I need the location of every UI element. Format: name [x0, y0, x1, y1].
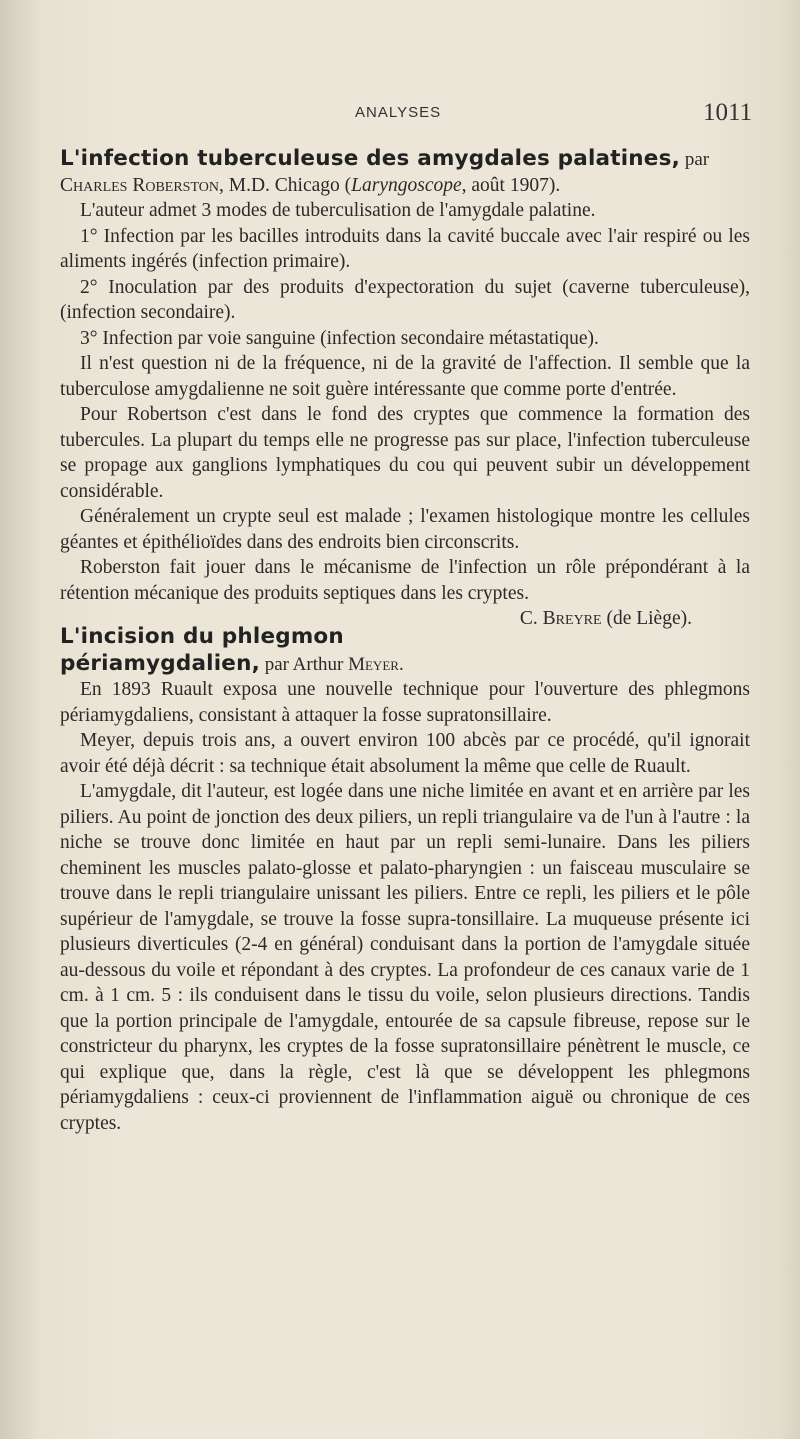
article-2-author: Meyer	[348, 653, 399, 675]
article-1	[60, 146, 750, 629]
page-body	[60, 146, 750, 1136]
article-2	[60, 624, 750, 1136]
article-2-paragraph: L'amygdale, dit l'auteur, est logée dans une niche limitée en avant et en arrière par les piliers. Au point de jonction des deux piliers, un repli triangulaire va de l'un à l'autre : la niche se trouve donc limitée en haut par un repli semi-lunaire. Dans les piliers cheminent les muscles palato-glosse et palato-pharyngien : un faisceau musculaire se trouve dans le repli triangulaire unissant les piliers. Entre ce repli, les piliers et le pôle supérieur de l'amygdale, se trouve la fosse supra-tonsillaire. La muqueuse présente ici plusieurs diverticules (2-4 en général) conduisant dans la portion de l'amygdale située au-dessous du voile et répondant à des cryptes. La profondeur de ces canaux varie de 1 cm. à 1 cm. 5 : ils conduisent dans le tissu du voile, selon plusieurs directions. Tandis que la portion principale de l'amygdale, entourée de sa capsule fibreuse, repose sur le constricteur du pharynx, les cryptes de la fosse supratonsillaire pénètrent le muscle, ce qui explique que, dans la règle, c'est là que se développent les phlegmons périamygdaliens : ceux-ci proviennent de l'inflammation aiguë ou chronique de ces cryptes.	[60, 781, 750, 1134]
article-1-heading	[60, 146, 750, 198]
signature-place: (de Liège).	[601, 608, 692, 629]
article-2-heading	[60, 624, 750, 677]
article-1-paragraph: 2° Inoculation par des produits d'expectoration du sujet (caverne tuberculeuse), (infection secondaire).	[60, 276, 750, 323]
page-number: 1011	[703, 99, 753, 126]
article-1-date: , août 1907).	[461, 174, 561, 196]
article-1-author-suffix: , M.D. Chicago (	[218, 174, 352, 196]
article-2-title: L'incision du phlegmon périamygdalien,	[60, 624, 344, 676]
article-2-paragraph: Meyer, depuis trois ans, a ouvert environ 100 abcès par ce procédé, qu'il ignorait avoir été déjà décrit : sa technique était absolument la même que celle de Ruault.	[60, 730, 750, 777]
signature-name: Breyre	[542, 608, 602, 629]
article-1-paragraph: Il n'est question ni de la fréquence, ni de la gravité de l'affection. Il semble que la tuberculose amygdalienne ne soit guère intéressante que comme porte d'entrée.	[60, 353, 750, 400]
article-1-paragraph-text: Roberston fait jouer dans le mécanisme de l'infection un rôle prépondérant à la rétention mécanique des produits septiques dans les cryptes.	[60, 557, 750, 604]
article-1-title: L'infection tuberculeuse des amygdales palatines,	[60, 146, 680, 171]
running-head	[0, 99, 800, 132]
article-1-signature	[500, 606, 692, 632]
article-2-paragraph: En 1893 Ruault exposa une nouvelle technique pour l'ouverture des phlegmons périamygdaliens, consistant à attaquer la fosse supratonsillaire.	[60, 679, 750, 726]
signature-initial: C.	[519, 608, 543, 629]
article-1-paragraph: 1° Infection par les bacilles introduits dans la cavité buccale avec l'air respiré ou les aliments ingérés (infection primaire).	[60, 225, 750, 272]
article-1-journal: Laryngoscope	[351, 174, 462, 196]
article-1-author: Charles Roberston	[60, 174, 219, 196]
article-1-paragraph: L'auteur admet 3 modes de tuberculisation de l'amygdale palatine.	[80, 200, 596, 221]
article-2-author-suffix: .	[398, 653, 404, 675]
section-title: ANALYSES	[355, 104, 442, 121]
article-1-paragraph: 3° Infection par voie sanguine (infection secondaire métastatique).	[80, 327, 599, 349]
article-1-paragraph: Généralement un crypte seul est malade ; l'examen histologique montre les cellules géantes et épithélioïdes dans des endroits bien circonscrits.	[60, 506, 750, 553]
article-1-last-paragraph	[60, 555, 750, 629]
article-2-by: par Arthur	[259, 653, 349, 675]
article-1-by: par	[684, 149, 710, 170]
article-1-paragraph: Pour Robertson c'est dans le fond des cryptes que commence la formation des tubercules. La plupart du temps elle ne progresse pas sur place, l'infection tuberculeuse se propage aux ganglions lymphatiques du cou qui peuvent subir un développement considérable.	[60, 404, 750, 502]
